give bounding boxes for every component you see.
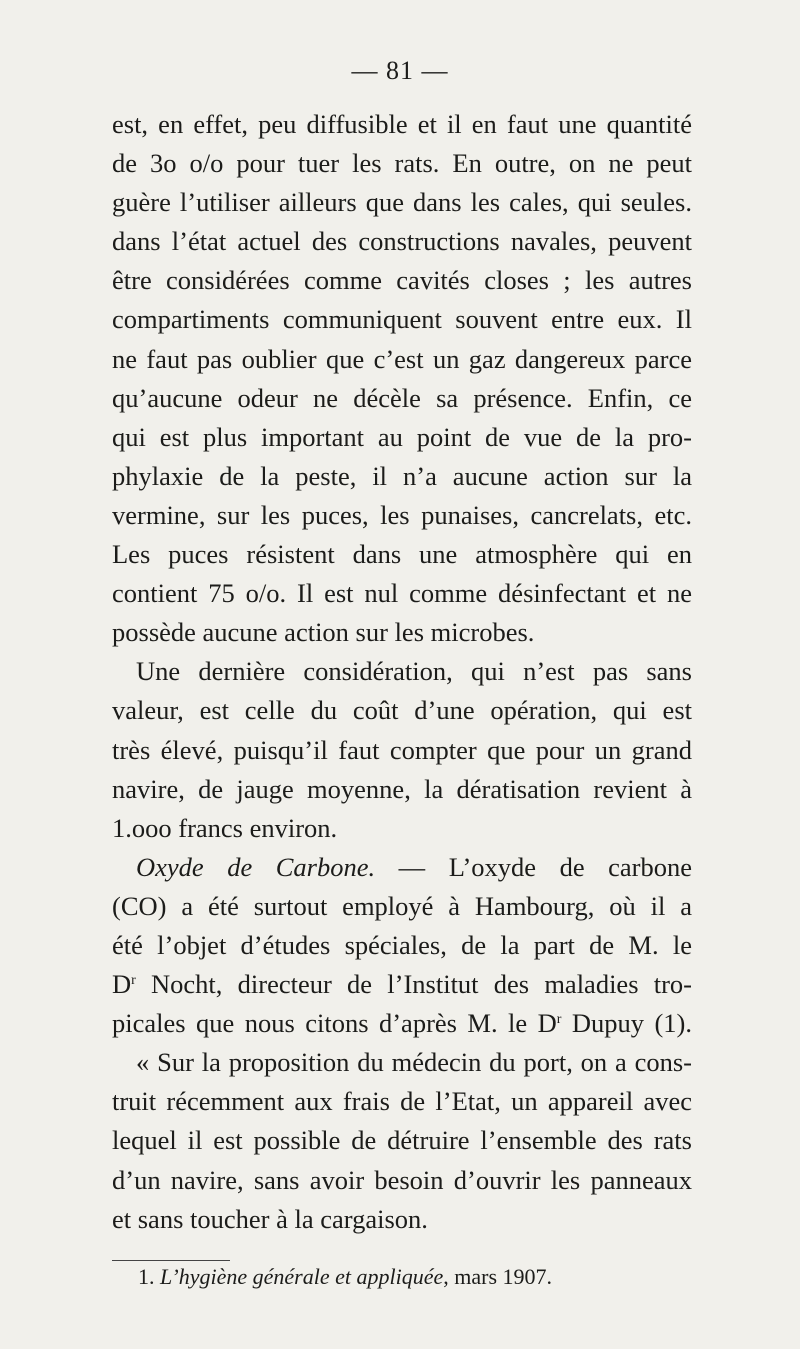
text-line: d’un navire, sans avoir besoin d’ouvrir les panneaux xyxy=(112,1164,692,1195)
text-line xyxy=(112,965,692,1004)
text-line: contient 75 o/o. Il est nul comme désinfectant et ne xyxy=(112,578,692,609)
footnote-title: L’hygiène générale et appliquée xyxy=(160,1264,444,1289)
text-line: très élevé, puisqu’il faut compter que pour un grand xyxy=(112,734,692,765)
text-line: et sans toucher à la cargaison. xyxy=(112,1203,428,1234)
text-line: (CO) a été surtout employé à Hambourg, où il a xyxy=(112,890,692,921)
text-line: être considérées comme cavités closes ; les autres xyxy=(112,265,692,296)
text-line: valeur, est celle du coût d’une opération, qui est xyxy=(112,695,692,726)
text-line: été l’objet d’études spéciales, de la part de M. le xyxy=(112,929,692,960)
text-fragment: D xyxy=(112,969,132,1000)
page-number: — 81 — xyxy=(351,56,449,85)
footnote xyxy=(138,1262,698,1292)
text-line: vermine, sur les puces, les punaises, cancrelats, etc. xyxy=(112,499,692,530)
text-line xyxy=(112,1004,692,1043)
text-fragment: picales que nous citons d’après M. le D xyxy=(112,1008,557,1039)
text-line: navire, de jauge moyenne, la dératisation revient à xyxy=(112,773,692,804)
text-line: « Sur la proposition du médecin du port, on a cons- xyxy=(136,1047,692,1078)
text-line: 1.ooo francs environ. xyxy=(112,812,338,843)
text-line: Les puces résistent dans une atmosphère qui en xyxy=(112,539,692,570)
text-line: Une dernière considération, qui n’est pas sans xyxy=(136,656,692,687)
text-line: qu’aucune odeur ne décèle sa présence. Enfin, ce xyxy=(112,382,692,413)
text-line: truit récemment aux frais de l’Etat, un appareil avec xyxy=(112,1086,692,1117)
text-line: lequel il est possible de détruire l’ensemble des rats xyxy=(112,1125,692,1156)
text-fragment: — L’oxyde de carbone xyxy=(375,851,693,882)
footnote-number: 1. xyxy=(138,1264,155,1289)
text-line: ne faut pas oublier que c’est un gaz dangereux parce xyxy=(112,343,692,374)
text-line: dans l’état actuel des constructions navales, peuvent xyxy=(112,226,692,257)
text-line: guère l’utiliser ailleurs que dans les cales, qui seules. xyxy=(112,187,692,218)
footnote-divider xyxy=(112,1260,230,1261)
superscript: r xyxy=(556,1012,562,1028)
footnote-rest: , mars 1907. xyxy=(443,1264,553,1289)
text-line: qui est plus important au point de vue de la pro- xyxy=(112,421,692,452)
body-text xyxy=(112,105,692,1239)
section-heading-line xyxy=(112,848,692,887)
superscript: r xyxy=(131,973,136,989)
text-line: compartiments communiquent souvent entre eux. Il xyxy=(112,304,692,335)
section-heading: Oxyde de Carbone. xyxy=(136,851,376,882)
text-line: phylaxie de la peste, il n’a aucune action sur la xyxy=(112,460,692,491)
text-fragment: Nocht, directeur de l’Institut des maladies tro- xyxy=(135,969,692,1000)
text-fragment: Dupuy (1). xyxy=(561,1008,692,1039)
text-line: de 3o o/o pour tuer les rats. En outre, on ne peut xyxy=(112,148,692,179)
text-line: est, en effet, peu diffusible et il en faut une quantité xyxy=(112,109,692,139)
text-line: possède aucune action sur les microbes. xyxy=(112,617,535,648)
